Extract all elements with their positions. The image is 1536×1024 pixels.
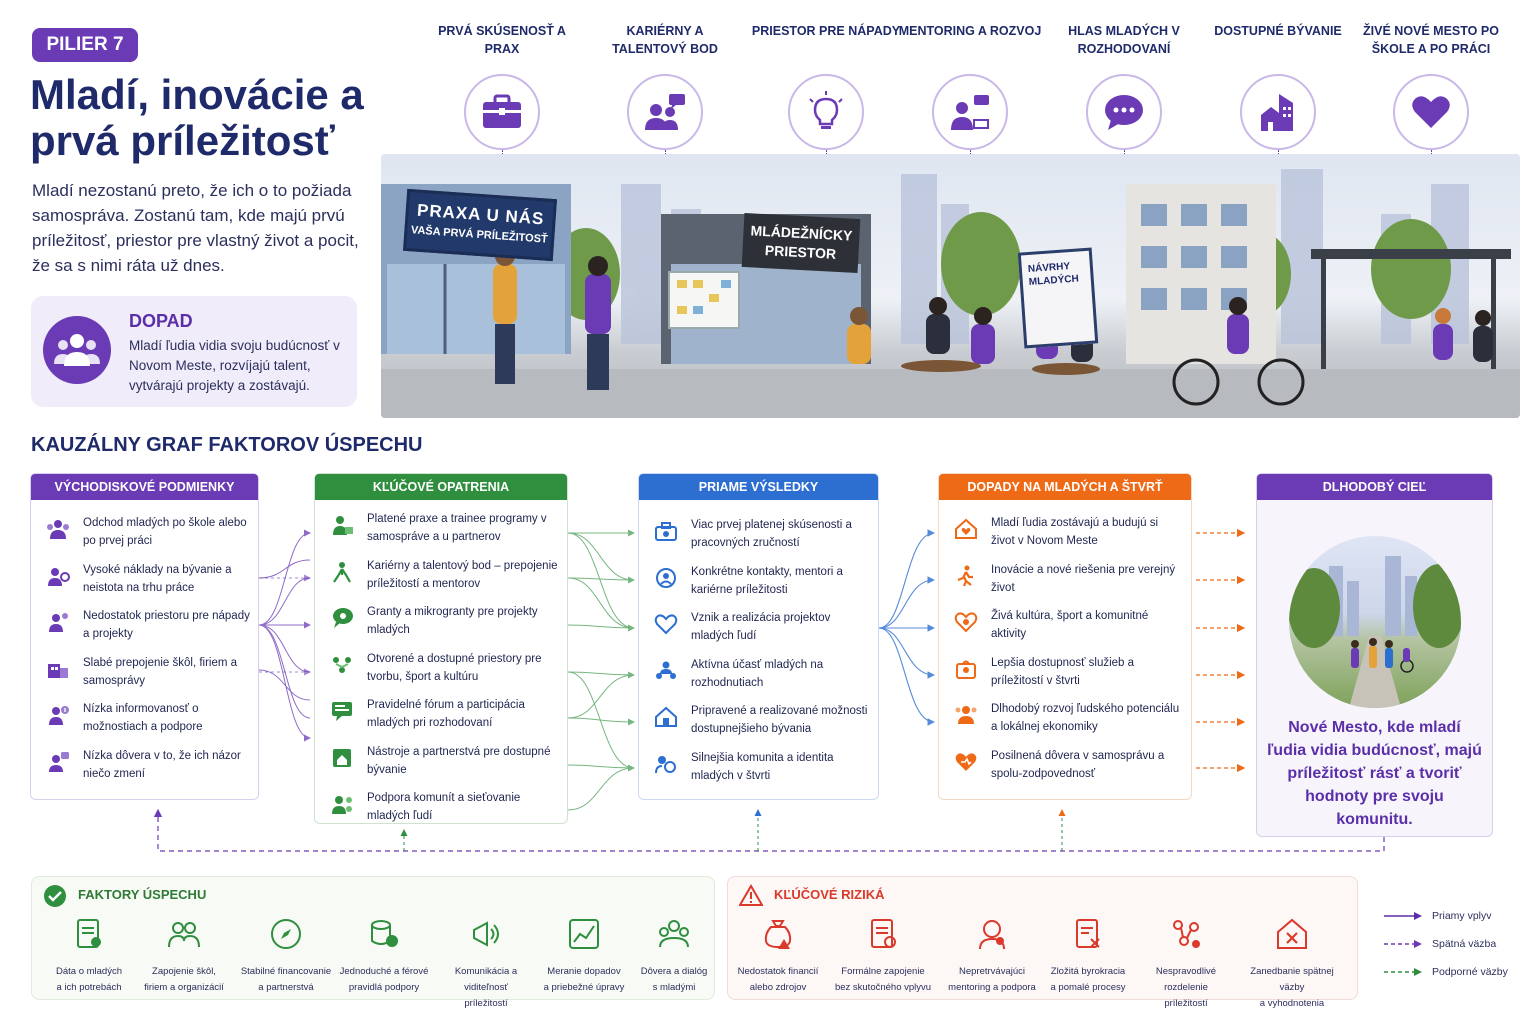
forum-icon [329,698,355,724]
list-item-text: Granty a mikrogranty pre projekty mladých [367,606,538,636]
list-item-text: Živá kultúra, šport a komunitné aktivity [991,610,1149,640]
bureaucracy-icon [1071,917,1105,951]
list-item-text: Dlhodobý rozvoj ľudského potenciálu a lokálnej ekonomiky [991,703,1180,733]
legend [1384,906,1524,990]
impact-title: DOPAD [129,311,193,331]
column-title: KĽÚČOVÉ OPATRENIA [315,474,567,500]
success-factors-title: FAKTORY ÚSPECHU [78,887,207,902]
briefcase-icon [464,74,540,150]
list-item [939,747,1191,794]
list-item-text: Aktívna účasť mladých na rozhodnutiach [691,658,824,689]
list-item [315,557,567,604]
running-person-icon [953,563,979,589]
success-factor [334,917,434,996]
measure-chart-icon [567,917,601,951]
topic-label: PRVÁ SKÚSENOSŤ A PRAX [438,24,566,56]
list-item [639,609,878,656]
list-item-text: Nízka informovanosť o možnostiach a podpore [83,703,203,733]
group-icon [43,316,111,384]
list-item-text: Konkrétne kontakty, mentori a kariérne príležitosti [691,565,843,596]
list-item-text: Silnejšia komunita a identita mladých v štvrti [691,751,834,782]
dialog-people-icon [657,917,691,951]
goal-illustration [1289,536,1461,708]
list-item [939,561,1191,608]
topic-byvanie [1203,22,1353,150]
unequal-distribution-icon [1169,917,1203,951]
risk-label: Zložitá byrokracia a pomalé procesy [1050,966,1126,993]
list-item-text: Otvorené a dostupné priestory pre tvorbu, šport a kultúru [367,652,542,683]
megaphone-icon [469,917,503,951]
success-factor-label: Stabilné financovanie a partnerstvá [240,966,332,993]
list-item [31,654,258,701]
list-item [31,561,258,608]
impact-card [31,296,357,407]
partners-icon [167,917,201,951]
list-item-text: Vznik a realizácia projektov mladých ľudí [691,612,831,642]
success-factors-panel [31,876,715,1009]
lightbulb-icon [788,74,864,150]
column-title: PRIAME VÝSLEDKY [639,474,878,500]
work-experience-icon [653,518,679,544]
list-item-text: Odchod mladých po škole alebo po prvej práci [83,517,247,547]
column-starting-conditions [30,473,259,800]
topic-label: ŽIVÉ NOVÉ MESTO PO ŠKOLE A PO PRÁCI [1363,24,1499,56]
success-factor [236,917,336,996]
list-item-text: Slabé prepojenie škôl, firiem a samosprávy [83,656,238,687]
list-item-text: Nástroje a partnerstvá pre dostupné bývanie [367,745,551,776]
column-key-measures [314,473,568,824]
success-factor [39,917,139,996]
list-item-text: Lepšia dostupnosť služieb a príležitostí v štvrti [991,656,1135,687]
community-identity-icon [653,751,679,777]
city-scene-illustration [381,154,1520,418]
list-item [639,563,878,610]
data-document-icon [72,917,106,951]
list-item [939,514,1191,561]
success-factor-label: Meranie dopadov a priebežné úpravy [543,966,625,993]
legend-direct [1384,906,1524,934]
risk-label: Formálne zapojenie bez skutočného vplyvu [834,966,932,993]
causal-graph-title: KAUZÁLNY GRAF FAKTOROV ÚSPECHU [31,434,423,456]
housing-tools-icon [329,745,355,771]
sign-praxa [403,189,557,261]
list-item-text: Vysoké náklady na bývanie a neistota na trhu práce [83,563,232,594]
column-impacts [938,473,1192,800]
housing-result-icon [653,704,679,730]
column-title: VÝCHODISKOVÉ PODMIENKY [31,474,258,500]
list-item-text: Posilnená dôvera v samosprávu a spolu-zodpovednosť [991,749,1165,780]
impact-text: Mladí ľudia vidia svoju budúcnosť v Novom Meste, rozvíjajú talent, vytvárajú projekty a zostávajú. [129,338,340,393]
risk-item [728,917,828,996]
list-item [939,654,1191,701]
list-item [639,516,878,563]
person-doubt-icon [45,749,71,775]
coins-icon [367,917,401,951]
money-bag-warning-icon [761,917,795,951]
list-item [639,656,878,703]
column-long-term-goal [1256,473,1493,837]
column-direct-results [638,473,879,800]
legend-label: Priamy vplyv [1432,910,1492,922]
risk-label: Zanedbanie spätnej väzby a vyhodnotenia [1250,966,1334,1009]
sign-mladeznicky-priestor: MLÁDEŽNÍCKY PRIESTOR [742,213,861,273]
risk-item [1136,917,1236,1012]
list-item-text: Pravidelné fórum a participácia mladých pri rozhodovaní [367,699,525,729]
grant-bubble-icon [329,605,355,631]
list-item [315,650,567,697]
success-factor [134,917,234,996]
list-item [31,700,258,747]
list-item [31,747,258,794]
topic-zive-mesto [1356,22,1506,150]
legend-feedback [1384,934,1524,962]
risk-item [942,917,1042,996]
topic-label: PRIESTOR PRE NÁPADY [751,24,901,38]
legend-label: Podporné väzby [1432,966,1508,978]
list-item [939,700,1191,747]
list-item-text: Kariérny a talentový bod – prepojenie príležitostí a mentorov [367,559,558,590]
list-item-text: Podpora komunít a sieťovanie mladých ľudí [367,792,521,822]
success-factor-label: Dôvera a dialóg s mladými [640,966,708,993]
formal-document-icon [866,917,900,951]
warning-triangle-icon [739,884,763,908]
green-dashed-arrow-icon [1384,965,1424,979]
school-building-icon [45,656,71,682]
topic-label: DOSTUPNÉ BÝVANIE [1214,24,1342,38]
people-chat-icon [627,74,703,150]
topic-label: MENTORING A ROZVOJ [898,24,1042,38]
column-title: DLHODOBÝ CIEĽ [1257,474,1492,500]
topic-kariera [590,22,740,150]
topic-label: KARIÉRNY A TALENTOVÝ BOD [612,24,718,56]
list-item [315,696,567,743]
services-access-icon [953,656,979,682]
career-path-icon [329,559,355,585]
list-item-text: Nedostatok priestoru pre nápady a projekty [83,610,250,640]
list-item [315,743,567,790]
key-risks-panel [727,876,1358,1009]
culture-heart-icon [953,609,979,635]
topic-prax [427,22,577,150]
topic-label: HLAS MLADÝCH V ROZHODOVANÍ [1068,24,1180,56]
success-factor [534,917,634,996]
success-factor-label: Dáta o mladých a ich potrebách [55,966,122,993]
people-leaving-icon [45,516,71,542]
list-item [31,514,258,561]
open-space-icon [329,652,355,678]
key-risks-title: KĽÚČOVÉ RIZIKÁ [774,887,885,902]
list-item [639,702,878,749]
risk-item [1038,917,1138,996]
list-item [939,607,1191,654]
check-circle-icon [43,884,67,908]
topic-hlas [1049,22,1199,150]
pillar-badge: PILIER 7 [32,28,138,62]
mentor-icon [932,74,1008,150]
list-item [315,603,567,650]
human-potential-icon [953,702,979,728]
housing-cost-icon [45,563,71,589]
mentor-contacts-icon [653,565,679,591]
list-item [639,749,878,796]
topic-mentoring [895,22,1045,150]
legend-support [1384,962,1524,990]
risk-label: Nedostatok financií alebo zdrojov [737,966,819,993]
list-item-text: Inovácie a nové riešenia pre verejný život [991,563,1176,594]
list-item-text: Viac prvej platenej skúsenosti a pracovných zručností [691,519,852,549]
legend-label: Spätná väzba [1432,938,1497,950]
topic-napady [751,22,901,150]
community-network-icon [329,791,355,817]
list-item-text: Nízka dôvera v to, že ich názor niečo zmení [83,749,241,780]
person-sad-icon [975,917,1009,951]
list-item-text: Platené praxe a trainee programy v samospráve a u partnerov [367,513,547,543]
person-info-icon [45,702,71,728]
house-icon [1240,74,1316,150]
sign-navrhy-mladych: NÁVRHY MLADÝCH [1018,248,1099,349]
person-idea-icon [45,609,71,635]
risk-item [833,917,933,996]
success-factor-label: Zapojenie škôl, firiem a organizácií [144,966,224,993]
house-cross-icon [1275,917,1309,951]
home-heart-icon [953,516,979,542]
risk-label: Nespravodlivé rozdelenie príležitostí [1155,966,1217,1009]
lead-text: Mladí nezostanú preto, že ich o to požiada samospráva. Zostanú tam, kde majú prvú príležitosť, priestor pre vlastný život a pocit, že sa s nimi ráta už dnes. [32,181,359,275]
page-title: Mladí, inovácie a prvá príležitosť [30,71,364,164]
dashed-arrow-icon [1384,937,1424,951]
column-title: DOPADY NA MLADÝCH A ŠTVRŤ [939,474,1191,500]
heart-icon [1393,74,1469,150]
list-item-text: Pripravené a realizované možnosti dostupnejšieho bývania [691,705,868,735]
success-factor [624,917,724,996]
trust-heart-icon [953,749,979,775]
goal-text: Nové Mesto, kde mladí ľudia vidia budúcnosť, majú príležitosť rásť a tvoriť hodnoty pre svoju komunitu. [1267,719,1482,828]
speech-bubble-icon [1086,74,1162,150]
handshake-heart-icon [653,611,679,637]
list-item [315,510,567,557]
success-factor-label: Jednoduché a férové pravidlá podpory [339,966,429,993]
sign-praxa-title: PRAXA U NÁS [416,200,545,229]
risk-item [1242,917,1342,1012]
list-item [315,789,567,836]
participation-icon [653,658,679,684]
trainee-icon [329,512,355,538]
risk-label: Nepretrvávajúci mentoring a podpora [948,966,1036,993]
solid-arrow-icon [1384,909,1424,923]
list-item-text: Mladí ľudia zostávajú a budujú si život v Novom Meste [991,517,1159,547]
success-factor [436,917,536,1012]
list-item [31,607,258,654]
compass-icon [269,917,303,951]
sign-praxa-subtitle: VAŠA PRVÁ PRÍLEŽITOSŤ [410,224,549,246]
success-factor-label: Komunikácia a viditeľnosť príležitostí [454,966,518,1009]
